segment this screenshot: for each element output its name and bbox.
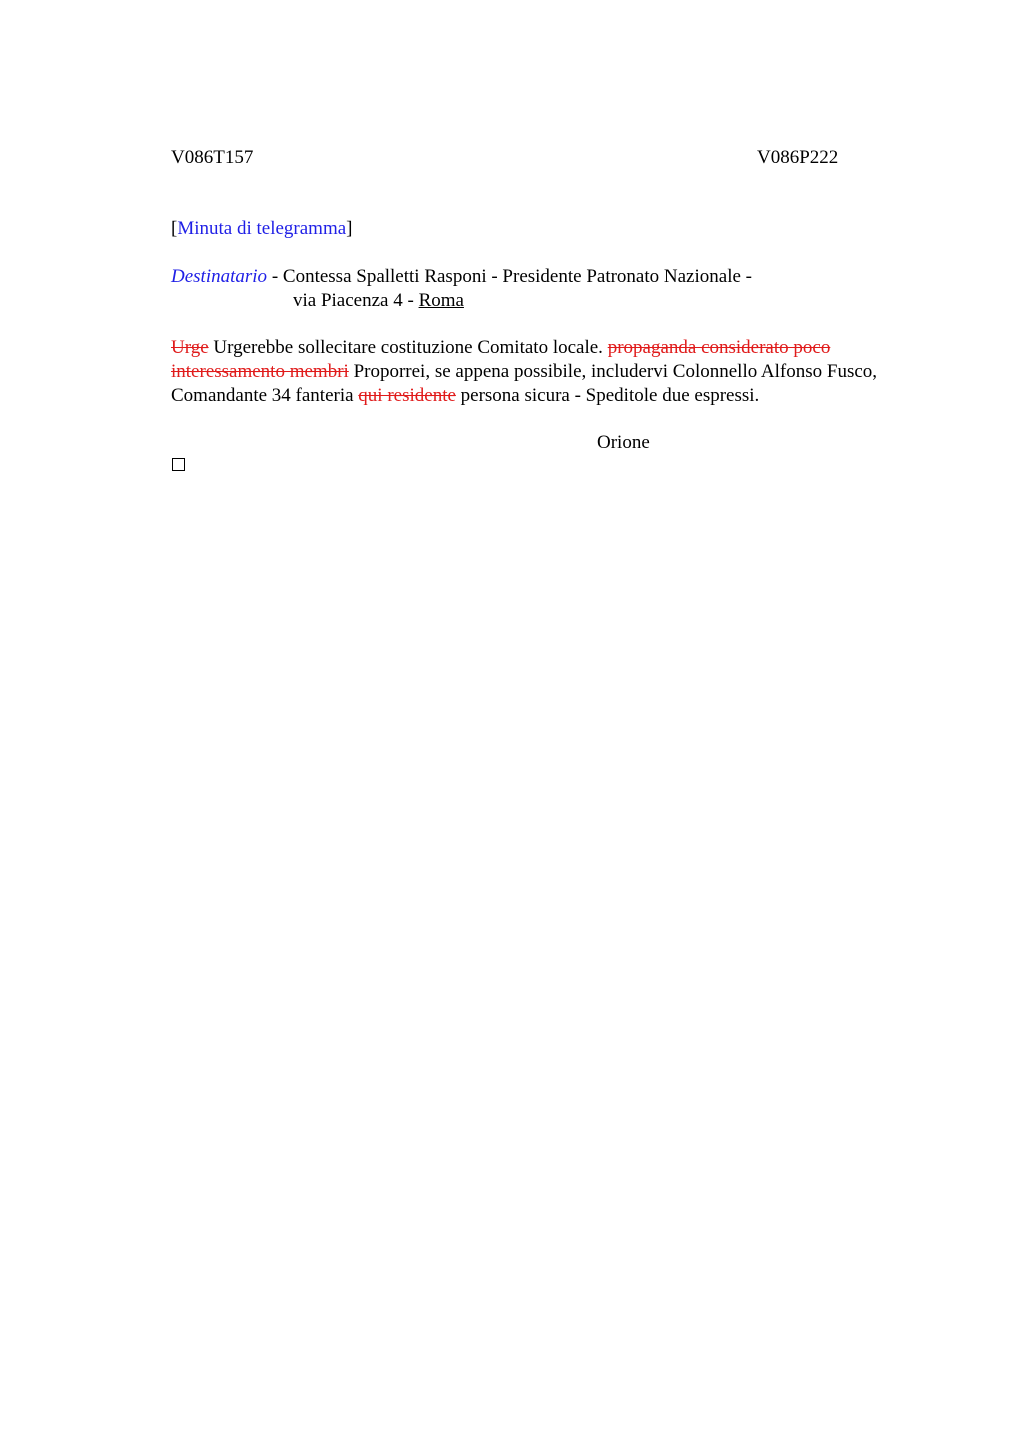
document-code-right: V086P222 <box>757 147 839 168</box>
recipient-address: via Piacenza 4 - <box>293 290 419 311</box>
deleted-text-1: Urge <box>171 337 209 358</box>
checkbox-square-icon <box>172 458 185 471</box>
recipient-line-1 <box>171 265 871 289</box>
signature: Orione <box>597 432 650 453</box>
deleted-text-2: propaganda considerato poco interessamento membri <box>171 337 831 382</box>
heading-open-bracket: [ <box>171 218 178 239</box>
recipient-city: Roma <box>418 290 464 311</box>
telegram-body <box>171 336 891 408</box>
document-code-left: V086T157 <box>171 147 254 168</box>
body-text-2: Proporrei, se appena possibile, includervi Colonnello Alfonso Fusco, Comandante 34 fanteria <box>171 361 878 406</box>
document-heading <box>171 217 353 241</box>
deleted-text-3: qui residente <box>358 385 456 406</box>
recipient-name: - Contessa Spalletti Rasponi - Presidente Patronato Nazionale - <box>267 266 752 287</box>
body-text-3: persona sicura - Speditole due espressi. <box>455 385 760 406</box>
recipient-block <box>171 265 871 313</box>
heading-close-bracket: ] <box>346 218 353 239</box>
body-text-1: Urgerebbe sollecitare costituzione Comitato locale. <box>208 337 608 358</box>
heading-title: Minuta di telegramma <box>177 218 347 239</box>
recipient-label: Destinatario <box>171 266 268 287</box>
recipient-line-2 <box>171 289 871 313</box>
